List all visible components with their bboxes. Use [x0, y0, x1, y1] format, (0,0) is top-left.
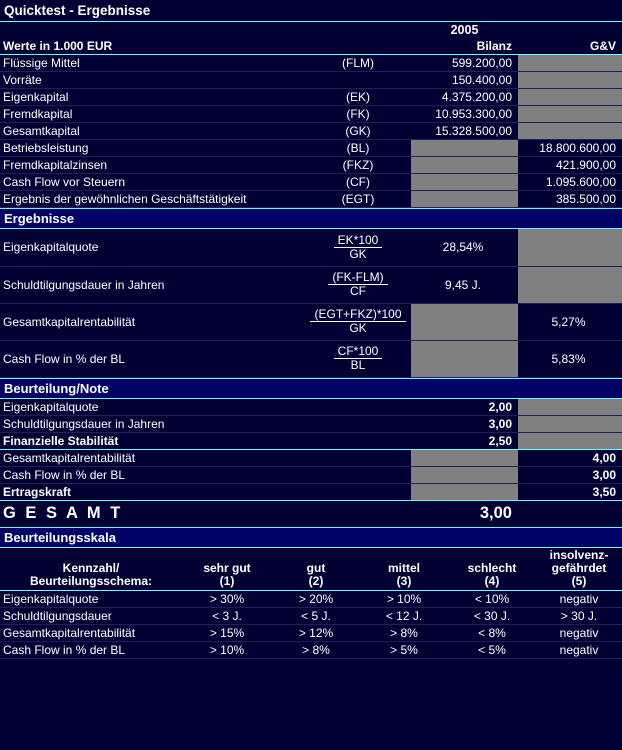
row-bilanz: 3,00 [411, 415, 518, 432]
skala-col-4 [448, 548, 536, 591]
row-gv-blocked [518, 229, 622, 266]
row-gv-blocked [518, 399, 622, 416]
formula-denominator: GK [349, 320, 367, 335]
row-gv-blocked [518, 89, 622, 106]
row-c3: > 8% [360, 625, 448, 642]
skala-col-1-line2: (1) [219, 573, 235, 588]
year-header-row [0, 22, 622, 38]
row-label: Cash Flow in % der BL [0, 466, 411, 483]
row-c3: > 10% [360, 591, 448, 608]
table-row [0, 89, 622, 106]
column-header-abbr [305, 38, 411, 55]
row-c4: < 10% [448, 591, 536, 608]
gesamt-table [0, 501, 622, 527]
page-title: Quicktest - Ergebnisse [0, 0, 622, 22]
table-row [0, 229, 622, 266]
row-abbr: (BL) [305, 140, 411, 157]
column-header-gv: G&V [518, 38, 622, 55]
row-c4: < 8% [448, 625, 536, 642]
skala-header-row [0, 548, 622, 591]
row-label: Gesamtkapitalrentabilität [0, 625, 182, 642]
row-abbr: (FKZ) [305, 157, 411, 174]
formula-numerator: EK*100 [334, 234, 383, 248]
row-c2: > 20% [272, 591, 360, 608]
table-row [0, 72, 622, 89]
row-label: Eigenkapitalquote [0, 591, 182, 608]
section-header-beurteilung: Beurteilung/Note [0, 378, 622, 399]
section-header-ergebnisse: Ergebnisse [0, 208, 622, 229]
row-gv: 5,83% [518, 340, 622, 377]
table-row [0, 466, 622, 483]
table-row [0, 303, 622, 340]
row-formula [305, 229, 411, 266]
gesamt-label: G E S A M T [3, 504, 123, 522]
year-spacer-2 [305, 22, 411, 38]
row-bilanz: 15.328.500,00 [411, 123, 518, 140]
ergebnisse-table [0, 229, 622, 378]
table-row [0, 191, 622, 208]
formula-denominator: GK [349, 246, 367, 261]
row-gv-blocked [518, 55, 622, 72]
row-c2: > 12% [272, 625, 360, 642]
row-label: Gesamtkapital [0, 123, 305, 140]
row-abbr [305, 72, 411, 89]
row-bilanz: 4.375.200,00 [411, 89, 518, 106]
row-formula [305, 266, 411, 303]
row-label: Fremdkapital [0, 106, 305, 123]
column-header-label: Werte in 1.000 EUR [0, 38, 305, 55]
skala-col-0 [0, 548, 182, 591]
year-spacer-1 [0, 22, 305, 38]
skala-col-4-line2: (4) [484, 573, 500, 588]
table-row [0, 642, 622, 659]
row-gv: 18.800.600,00 [518, 140, 622, 157]
column-header-bilanz: Bilanz [411, 38, 518, 55]
table-row [0, 106, 622, 123]
row-label: Schuldtilgungsdauer [0, 608, 182, 625]
table-row [0, 140, 622, 157]
skala-col-2-line2: (2) [308, 573, 324, 588]
row-c5: negativ [536, 625, 622, 642]
table-row [0, 399, 622, 416]
row-gv: 5,27% [518, 303, 622, 340]
row-gv-blocked [518, 72, 622, 89]
row-bilanz: 9,45 J. [411, 266, 518, 303]
row-c3: > 5% [360, 642, 448, 659]
table-row [0, 123, 622, 140]
row-bilanz: 2,00 [411, 399, 518, 416]
table-row [0, 591, 622, 608]
formula-denominator: CF [349, 283, 366, 298]
skala-col-3 [360, 548, 448, 591]
row-c5: negativ [536, 591, 622, 608]
skala-col-5-line2: gefährdet [551, 560, 607, 575]
row-c1: < 3 J. [182, 608, 272, 625]
row-bilanz-blocked [411, 191, 518, 208]
row-bilanz-blocked [411, 483, 518, 500]
row-gv-blocked [518, 123, 622, 140]
table-row [0, 157, 622, 174]
row-gv-blocked [518, 106, 622, 123]
row-abbr: (GK) [305, 123, 411, 140]
formula-numerator: CF*100 [334, 345, 383, 359]
row-label: Gesamtkapitalrentabilität [0, 449, 411, 466]
row-formula [305, 340, 411, 377]
row-c2: > 8% [272, 642, 360, 659]
row-label: Ergebnis der gewöhnlichen Geschäftstätigkeit [0, 191, 305, 208]
row-bilanz: 2,50 [411, 432, 518, 449]
skala-col-2 [272, 548, 360, 591]
row-abbr: (FK) [305, 106, 411, 123]
row-c5: > 30 J. [536, 608, 622, 625]
skala-col-3-line1: mittel [387, 560, 420, 575]
row-c1: > 15% [182, 625, 272, 642]
skala-col-5 [536, 548, 622, 591]
row-abbr: (EGT) [305, 191, 411, 208]
row-label: Cash Flow in % der BL [0, 642, 182, 659]
row-label: Schuldtilgungsdauer in Jahren [0, 415, 411, 432]
row-label: Cash Flow in % der BL [0, 340, 305, 377]
table-row [0, 340, 622, 377]
values-table [0, 22, 622, 208]
skala-col-5-line1: insolvenz- [549, 547, 609, 562]
table-row [0, 608, 622, 625]
column-header-row [0, 38, 622, 55]
row-bilanz: 10.953.300,00 [411, 106, 518, 123]
row-bilanz-blocked [411, 303, 518, 340]
row-abbr: (FLM) [305, 55, 411, 72]
table-row-total [0, 432, 622, 449]
row-label: Fremdkapitalzinsen [0, 157, 305, 174]
section-header-skala: Beurteilungsskala [0, 527, 622, 548]
formula-denominator: BL [350, 357, 366, 372]
table-row [0, 449, 622, 466]
gesamt-spacer [518, 501, 622, 527]
row-bilanz: 150.400,00 [411, 72, 518, 89]
row-gv: 385.500,00 [518, 191, 622, 208]
row-gv-blocked [518, 266, 622, 303]
row-bilanz-blocked [411, 140, 518, 157]
row-bilanz-blocked [411, 340, 518, 377]
row-label: Schuldtilgungsdauer in Jahren [0, 266, 305, 303]
row-label: Cash Flow vor Steuern [0, 174, 305, 191]
beurteilung-table [0, 399, 622, 501]
row-label: Gesamtkapitalrentabilität [0, 303, 305, 340]
row-gv: 1.095.600,00 [518, 174, 622, 191]
table-row-total [0, 483, 622, 500]
skala-col-3-line2: (3) [396, 573, 412, 588]
row-formula [305, 303, 411, 340]
row-bilanz-blocked [411, 466, 518, 483]
skala-col-1-line1: sehr gut [203, 560, 251, 575]
row-bilanz: 28,54% [411, 229, 518, 266]
year-label: 2005 [450, 23, 479, 37]
row-label: Vorräte [0, 72, 305, 89]
skala-col-5-line3: (5) [571, 573, 587, 588]
row-label: Eigenkapitalquote [0, 229, 305, 266]
row-gv: 3,00 [518, 466, 622, 483]
row-gv-blocked [518, 415, 622, 432]
row-bilanz: 599.200,00 [411, 55, 518, 72]
table-row [0, 266, 622, 303]
formula-numerator: (EGT+FKZ)*100 [310, 308, 405, 322]
year-spacer-3 [518, 22, 622, 38]
row-label: Eigenkapital [0, 89, 305, 106]
row-c1: > 30% [182, 591, 272, 608]
row-label: Betriebsleistung [0, 140, 305, 157]
row-label: Finanzielle Stabilität [0, 432, 411, 449]
gesamt-row [0, 501, 622, 527]
row-gv-blocked [518, 432, 622, 449]
row-label: Ertragskraft [0, 483, 411, 500]
skala-table [0, 548, 622, 660]
row-bilanz-blocked [411, 157, 518, 174]
row-c4: < 30 J. [448, 608, 536, 625]
row-c5: negativ [536, 642, 622, 659]
skala-col-4-line1: schlecht [467, 560, 517, 575]
table-row [0, 415, 622, 432]
row-c3: < 12 J. [360, 608, 448, 625]
row-bilanz-blocked [411, 174, 518, 191]
table-row [0, 174, 622, 191]
row-abbr: (CF) [305, 174, 411, 191]
skala-col-1 [182, 548, 272, 591]
skala-col-2-line1: gut [306, 560, 326, 575]
table-row [0, 625, 622, 642]
row-gv: 3,50 [518, 483, 622, 500]
skala-col-0-line2: Beurteilungsschema: [29, 573, 153, 588]
row-abbr: (EK) [305, 89, 411, 106]
row-bilanz-blocked [411, 449, 518, 466]
table-row [0, 55, 622, 72]
row-c2: < 5 J. [272, 608, 360, 625]
formula-numerator: (FK-FLM) [328, 271, 387, 285]
row-gv: 421.900,00 [518, 157, 622, 174]
skala-col-0-line1: Kennzahl/ [62, 560, 120, 575]
row-c1: > 10% [182, 642, 272, 659]
gesamt-value: 3,00 [479, 504, 512, 522]
row-c4: < 5% [448, 642, 536, 659]
row-gv: 4,00 [518, 449, 622, 466]
row-label: Eigenkapitalquote [0, 399, 411, 416]
row-label: Flüssige Mittel [0, 55, 305, 72]
